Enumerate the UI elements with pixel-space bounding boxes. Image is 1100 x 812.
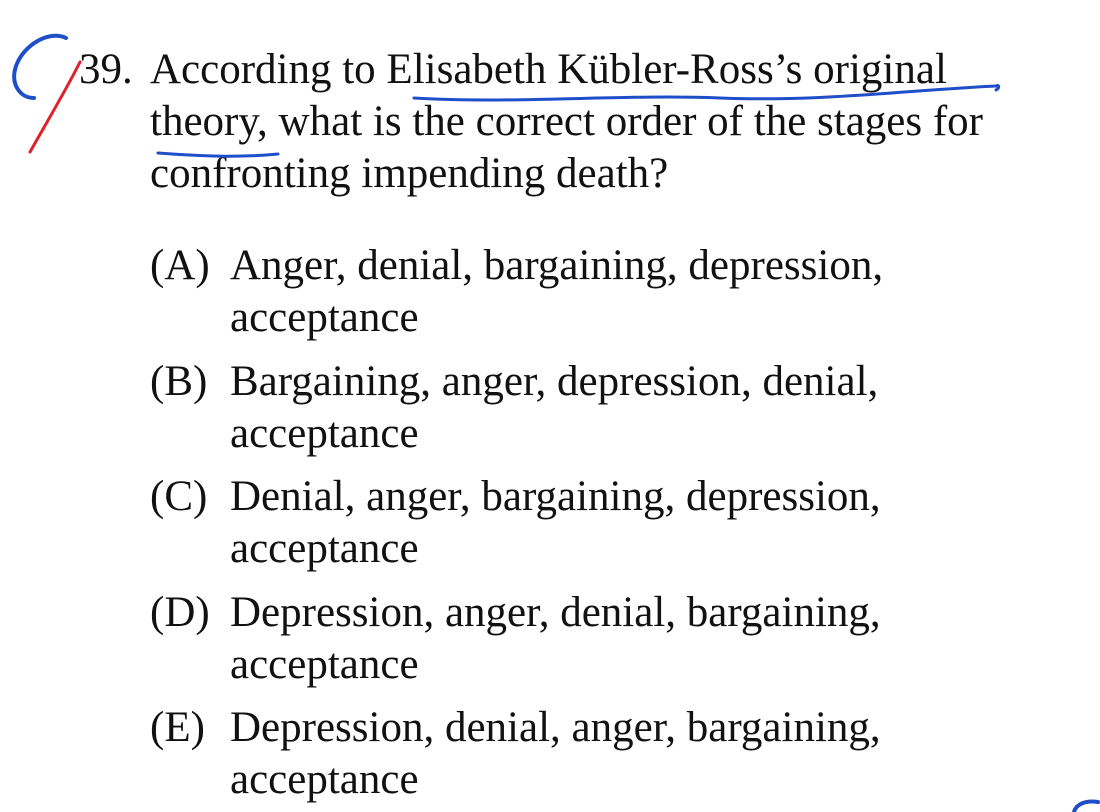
option-text [230,240,1050,344]
option-line: Depression, denial, anger, bargaining, [230,704,881,751]
option-text [230,702,1050,806]
question-stem [150,44,1080,200]
question-line: theory, what is the correct order of the stages for [150,98,983,145]
option-line: acceptance [230,294,419,341]
option-line: acceptance [230,410,419,457]
option-line: Anger, denial, bargaining, depression, [230,242,884,289]
option-line: acceptance [230,641,419,688]
option-line: Denial, anger, bargaining, depression, [230,473,881,520]
option-line: acceptance [230,756,419,803]
red-strike-mark [30,62,80,152]
option-text [230,471,1050,575]
option-letter: (B) [150,358,208,405]
option-text [230,587,1050,691]
option-text [230,356,1050,460]
option-letter: (C) [150,473,208,520]
question-line: According to Elisabeth Kübler-Ross’s original [150,46,947,93]
option-line: acceptance [230,525,419,572]
option-line: Depression, anger, denial, bargaining, [230,589,881,636]
option-letter: (D) [150,589,210,636]
handwritten-c-mark [14,36,66,98]
option-line: Bargaining, anger, depression, denial, [230,358,879,405]
option-letter: (A) [150,242,210,289]
corner-ink-mark [1074,801,1098,812]
question-line: confronting impending death? [150,150,669,197]
question-number: 39. [79,46,133,93]
option-letter: (E) [150,704,205,751]
